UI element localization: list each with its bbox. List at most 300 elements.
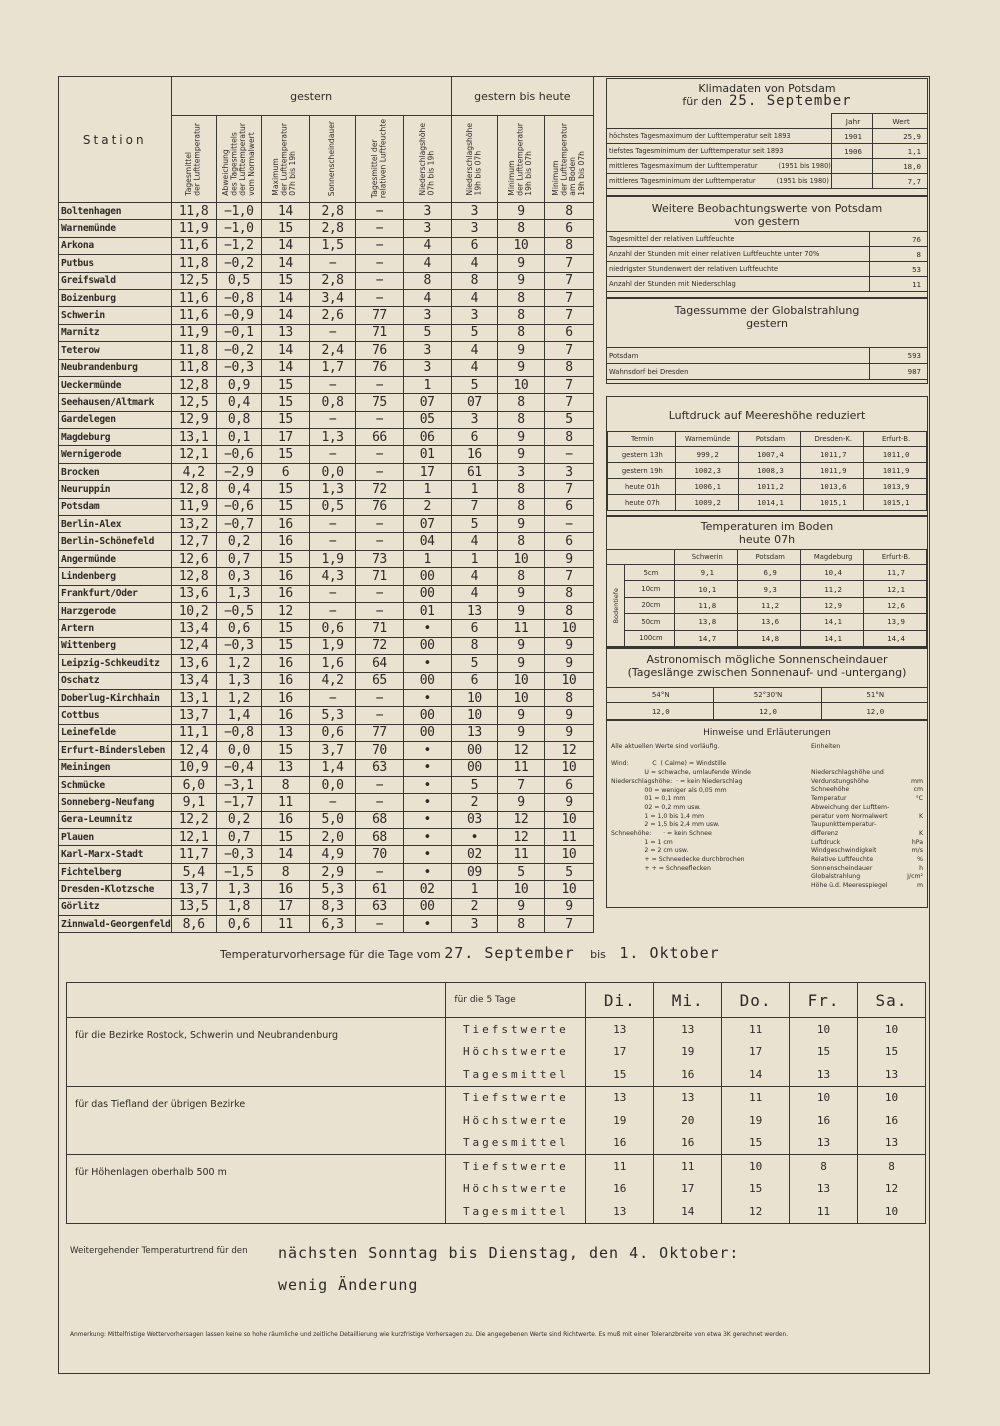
station-value: 68 [356,829,403,846]
trend-text: nächsten Sonntag bis Dienstag, den 4. Oktober: [278,1244,740,1262]
station-value: 1,4 [216,707,261,724]
boden-panel [606,516,928,648]
unit-quantity: Sonnenscheindauer [811,864,873,872]
measure-label: Höchstwerte [446,1178,586,1201]
termin-label: gestern 13h [608,447,676,463]
station-value: 5 [451,324,497,341]
hinweise-notes [611,743,801,874]
klima-title: Klimadaten von Potsdam [698,82,836,95]
weitere-subtitle: von gestern [734,215,800,228]
unit-row [811,856,923,865]
measure-label: Tiefstwerte [446,1086,586,1109]
station-value: 2,8 [309,203,356,220]
hinweise-title: Hinweise und Erläuterungen [703,728,831,738]
station-value: 16 [262,568,310,585]
table-row [59,429,594,446]
klima-value: 1,1 [873,144,927,159]
station-value: 70 [356,742,403,759]
measure-label: Tiefstwerte [446,1018,586,1041]
station-value: 4,9 [309,846,356,863]
station-value: 5,0 [309,811,356,828]
boden-row [607,630,927,646]
station-value: − [309,376,356,393]
station-value: 9 [497,794,544,811]
forecast-value: 13 [790,1178,858,1201]
forecast-value: 11 [790,1200,858,1223]
info-label: Anzahl der Stunden mit Niederschlag [607,277,869,292]
forecast-value: 13 [586,1086,654,1109]
global-subtitle: gestern [746,317,788,330]
note-line: Niederschlagshöhe: · = kein Niederschlag [611,777,743,785]
station-value: −0,2 [216,342,261,359]
station-value: 13,1 [171,689,216,706]
station-value: 61 [356,881,403,898]
station-value: 0,1 [216,429,261,446]
station-value: 10 [451,707,497,724]
station-value: − [356,255,403,272]
station-value: 12 [262,602,310,619]
station-value: 15 [262,742,310,759]
station-value: 4 [451,533,497,550]
station-value: 3 [451,411,497,428]
column-header-label: Minimum der Lufttemperatur am Boden 19h bis 07h [550,122,586,196]
station-value: 76 [356,359,403,376]
table-row [59,829,594,846]
pressure-value: 1014,1 [738,495,801,511]
station-name: Leipzig-Schkeuditz [59,655,172,672]
station-value: − [356,863,403,880]
forecast-value: 13 [790,1132,858,1155]
info-row [607,232,927,247]
station-value: 4,3 [309,568,356,585]
station-value: 6 [544,498,593,515]
station-name: Zinnwald-Georgenfeld [59,916,172,933]
station-name: Wittenberg [59,637,172,654]
station-value: 00 [403,707,451,724]
table-row [59,672,594,689]
termin-label: heute 01h [608,479,676,495]
station-value: 11 [544,829,593,846]
note-line: 01 = 0,1 mm [611,795,686,803]
station-value: −1,0 [216,203,261,220]
info-row [607,277,927,292]
unit-symbol: mm [910,777,923,785]
station-value: 00 [451,742,497,759]
station-value: 10 [451,689,497,706]
station-value: 8 [451,637,497,654]
station-name: Teterow [59,342,172,359]
station-value: 2,8 [309,220,356,237]
forecast-value: 16 [790,1109,858,1132]
boden-table [607,549,927,647]
station-value: 10,9 [171,759,216,776]
table-row [59,742,594,759]
station-value: 77 [356,724,403,741]
soil-temp-value: 12,9 [801,597,864,613]
station-value: 7 [544,307,593,324]
for-5-days: für die 5 Tage [446,983,586,1018]
column-header [544,116,593,203]
unit-symbol: m/s [911,847,923,855]
station-value: 12,7 [171,533,216,550]
station-value: 4,2 [309,672,356,689]
station-name: Cottbus [59,707,172,724]
boden-row [607,597,927,613]
station-name: Lindenberg [59,568,172,585]
note-line: + = Schneedecke durchbrochen [611,856,745,864]
day-header: Di. [586,983,654,1018]
station-value: 8 [497,568,544,585]
column-header-label: Minimum der Lufttemperatur 19h bis 07h [506,122,534,196]
station-value: 0,7 [216,829,261,846]
station-value: 5 [451,776,497,793]
note-line: 2 = 1,5 bis 2,4 mm usw. [611,821,720,829]
station-value: 15 [262,637,310,654]
forecast-value: 16 [586,1132,654,1155]
station-value: 0,5 [309,498,356,515]
station-name: Potsdam [59,498,172,515]
station-value: 6 [451,620,497,637]
pressure-value: 1015,1 [801,495,864,511]
station-name: Neuruppin [59,481,172,498]
station-value: 10 [497,237,544,254]
station-value: 0,6 [309,724,356,741]
unit-quantity: Verdunstungshöhe [811,777,869,785]
station-value: 1,9 [309,550,356,567]
station-value: 1 [403,481,451,498]
station-value: 12 [497,811,544,828]
station-value: 14 [262,342,310,359]
station-value: 9 [544,707,593,724]
station-name: Magdeburg [59,429,172,446]
station-value: 12,4 [171,637,216,654]
station-value: − [309,255,356,272]
station-value: 0,5 [216,272,261,289]
forecast-corner [67,983,446,1018]
station-value: 0,6 [216,620,261,637]
station-value: 07 [451,394,497,411]
astro-subtitle: (Tageslänge zwischen Sonnenauf- und -untergang) [627,666,907,679]
station-value: 2,6 [309,307,356,324]
station-value: 8 [497,533,544,550]
unit-symbol: K [918,812,923,820]
luftdruck-row [608,495,927,511]
forecast-value: 16 [858,1109,926,1132]
table-row [59,550,594,567]
station-value: 12 [497,742,544,759]
station-value: 5 [544,863,593,880]
table-row [59,463,594,480]
luftdruck-col-header: Warnemünde [675,432,738,447]
station-value: 11,6 [171,307,216,324]
luftdruck-header-row [608,432,927,447]
station-value: 13,6 [171,655,216,672]
station-value: 1,3 [309,481,356,498]
station-value: 00 [403,898,451,915]
termin-label: heute 07h [608,495,676,511]
soil-temp-value: 10,1 [675,581,738,597]
info-value: 8 [869,247,927,262]
klima-year [831,174,872,189]
forecast-value: 16 [586,1178,654,1201]
station-value: 00 [403,637,451,654]
unit-row [811,873,923,882]
station-value: 71 [356,568,403,585]
pressure-value: 1011,2 [738,479,801,495]
station-value: 8 [497,481,544,498]
soil-temp-value: 10,4 [801,565,864,581]
station-value: 5 [497,863,544,880]
station-value: 00 [403,672,451,689]
astro-header-row [607,688,927,703]
station-value: 07 [403,516,451,533]
station-value: 6 [544,776,593,793]
station-value: 9 [544,637,593,654]
column-header [309,116,356,203]
trend-label: Weitergehender Temperaturtrend für den [70,1246,248,1256]
station-value: 15 [262,829,310,846]
station-value: 5 [451,516,497,533]
unit-symbol: cm [913,786,923,794]
station-value: 16 [262,533,310,550]
table-row [59,689,594,706]
station-value: 11,9 [171,498,216,515]
klima-row [607,174,927,189]
unit-symbol: J/cm² [907,873,923,881]
station-value: 10 [497,689,544,706]
forecast-bis: bis [590,948,606,961]
info-row [607,348,927,364]
station-value: 12,5 [171,272,216,289]
note-line: Alle aktuellen Werte sind vorläufig. [611,743,720,750]
depth-label: 10cm [625,581,675,597]
station-name: Doberlug-Kirchhain [59,689,172,706]
luftdruck-col-header: Termin [608,432,676,447]
column-header-label: Tagesmittel der Lufttemperatur [183,122,202,196]
table-row [59,376,594,393]
station-value: 2 [451,898,497,915]
forecast-value: 19 [654,1041,722,1064]
forecast-value: 14 [654,1200,722,1223]
forecast-value: 16 [654,1063,722,1086]
station-value: 6,0 [171,776,216,793]
soil-temp-value: 11,8 [675,597,738,613]
boden-row [607,565,927,581]
station-value: 04 [403,533,451,550]
forecast-value: 11 [722,1018,790,1041]
boden-col-header: Erfurt-B. [864,550,927,565]
station-name: Ueckermünde [59,376,172,393]
station-value: 8 [451,272,497,289]
station-value: 4 [403,255,451,272]
unit-symbol: % [917,856,923,864]
station-value: 16 [262,672,310,689]
table-row [59,655,594,672]
info-label: Anzahl der Stunden mit einer relativen Luftfeuchte unter 70% [607,247,869,262]
day-header: Sa. [858,983,926,1018]
note-line: Wind: C ( Calme) = Windstille [611,760,727,768]
station-value: 71 [356,324,403,341]
station-value: 9 [497,655,544,672]
table-row [59,794,594,811]
station-value: 5 [544,411,593,428]
station-value: 6 [262,463,310,480]
station-value: 02 [403,881,451,898]
station-value: −0,6 [216,446,261,463]
station-value: 10 [497,881,544,898]
measure-label: Höchstwerte [446,1109,586,1132]
station-value: 4 [451,342,497,359]
station-value: 9 [497,585,544,602]
info-value: 53 [869,262,927,277]
forecast-row [67,1018,926,1041]
station-value: 1,6 [309,655,356,672]
station-value: 12,4 [171,742,216,759]
station-value: 4 [451,568,497,585]
measure-label: Tagesmittel [446,1063,586,1086]
station-value: 1,3 [309,429,356,446]
station-value: • [403,794,451,811]
station-value: 9 [497,898,544,915]
station-value: − [356,463,403,480]
station-value: • [403,742,451,759]
klima-label: mittleres Tagesminimum der Lufttemperatur (1951 bis 1980) [607,174,831,189]
depth-label: 5cm [625,565,675,581]
soil-temp-value: 13,9 [864,614,927,630]
luftdruck-col-header: Erfurt-B. [864,432,927,447]
pressure-value: 1013,9 [864,479,927,495]
station-value: − [356,203,403,220]
table-row [59,898,594,915]
forecast-value: 11 [722,1086,790,1109]
station-value: 3,4 [309,289,356,306]
unit-symbol: hPa [911,838,923,846]
station-value: 12,8 [171,376,216,393]
unit-quantity: Relative Luftfeuchte [811,856,874,864]
station-value: 8 [497,289,544,306]
unit-row [811,795,923,804]
depth-label: 100cm [625,630,675,646]
station-value: − [356,272,403,289]
station-value: −0,3 [216,359,261,376]
station-value: 9 [497,724,544,741]
info-value: 593 [869,348,927,364]
units-list [811,769,923,891]
info-value: 11 [869,277,927,292]
column-header-label: Niederschlagshöhe 19h bis 07h [464,122,483,196]
station-value: 6 [451,429,497,446]
station-value: 15 [262,481,310,498]
forecast-value: 19 [586,1109,654,1132]
region-name: für die Bezirke Rostock, Schwerin und Neubrandenburg [67,1018,446,1087]
luftdruck-col-header: Dresden-K. [801,432,864,447]
table-row [59,533,594,550]
station-name: Görlitz [59,898,172,915]
station-value: 73 [356,550,403,567]
forecast-value: 15 [790,1041,858,1064]
unit-symbol: °C [915,795,923,803]
station-value: 11,8 [171,342,216,359]
station-value: 1,4 [309,759,356,776]
station-value: • [403,811,451,828]
station-value: 72 [356,637,403,654]
station-value: 12 [497,829,544,846]
unit-row [811,821,923,830]
column-header [497,116,544,203]
hinweise-panel [606,720,928,908]
station-value: 0,2 [216,533,261,550]
soil-temp-value: 9,1 [675,565,738,581]
station-value: 1 [451,481,497,498]
station-name: Schmücke [59,776,172,793]
table-row [59,498,594,515]
station-value: −1,5 [216,863,261,880]
station-value: 5,3 [309,881,356,898]
forecast-heading [220,944,720,962]
station-value: 11 [497,620,544,637]
station-value: 0,4 [216,481,261,498]
info-row [607,262,927,277]
station-value: 13 [262,759,310,776]
station-value: 1,8 [216,898,261,915]
forecast-value: 20 [654,1109,722,1132]
station-value: 16 [262,516,310,533]
table-row [59,707,594,724]
station-value: 15 [262,620,310,637]
day-header: Fr. [790,983,858,1018]
soil-temp-value: 13,8 [675,614,738,630]
station-value: 1 [451,881,497,898]
station-value: 8 [544,602,593,619]
station-value: 8 [544,237,593,254]
latitude-header: 54°N [607,688,713,703]
forecast-value: 13 [790,1063,858,1086]
station-value: 3 [451,307,497,324]
column-header [216,116,261,203]
unit-row [811,786,923,795]
station-name: Gera-Leumnitz [59,811,172,828]
station-value: 9 [544,794,593,811]
station-value: − [309,324,356,341]
station-value: 8 [497,324,544,341]
station-value: 14 [262,846,310,863]
footnote: Anmerkung: Mittelfristige Wettervorhersagen lassen keine so hohe räumliche und zeitliche Detaillierung wie kurzfristige Vorhersagen zu. Die angegebenen Werte sind Richtwerte. Es muß mit einer Toleranzbreite von etwa 3K gerechnet werden. [70,1332,789,1338]
pressure-value: 1015,1 [864,495,927,511]
measure-label: Tagesmittel [446,1200,586,1223]
info-label: Tagesmittel der relativen Luftfeuchte [607,232,869,247]
column-header [356,116,403,203]
forecast-value: 10 [722,1155,790,1178]
station-value: − [356,289,403,306]
station-value: 15 [262,411,310,428]
station-value: 2,4 [309,342,356,359]
station-value: 4 [451,289,497,306]
station-value: 3 [451,220,497,237]
forecast-heading-prefix: Temperaturvorhersage für die Tage vom [220,948,441,961]
soil-temp-value: 6,9 [738,565,801,581]
station-value: − [309,689,356,706]
station-value: 5 [451,655,497,672]
station-value: 10,2 [171,602,216,619]
station-value: − [309,533,356,550]
station-value: 12,5 [171,394,216,411]
bodentiefe-label [607,565,625,647]
klima-label: höchstes Tagesmaximum der Lufttemperatur seit 1893 [607,129,831,144]
station-value: 6,3 [309,916,356,933]
station-value: 9 [497,637,544,654]
station-value: 0,9 [216,376,261,393]
station-value: 8 [403,272,451,289]
